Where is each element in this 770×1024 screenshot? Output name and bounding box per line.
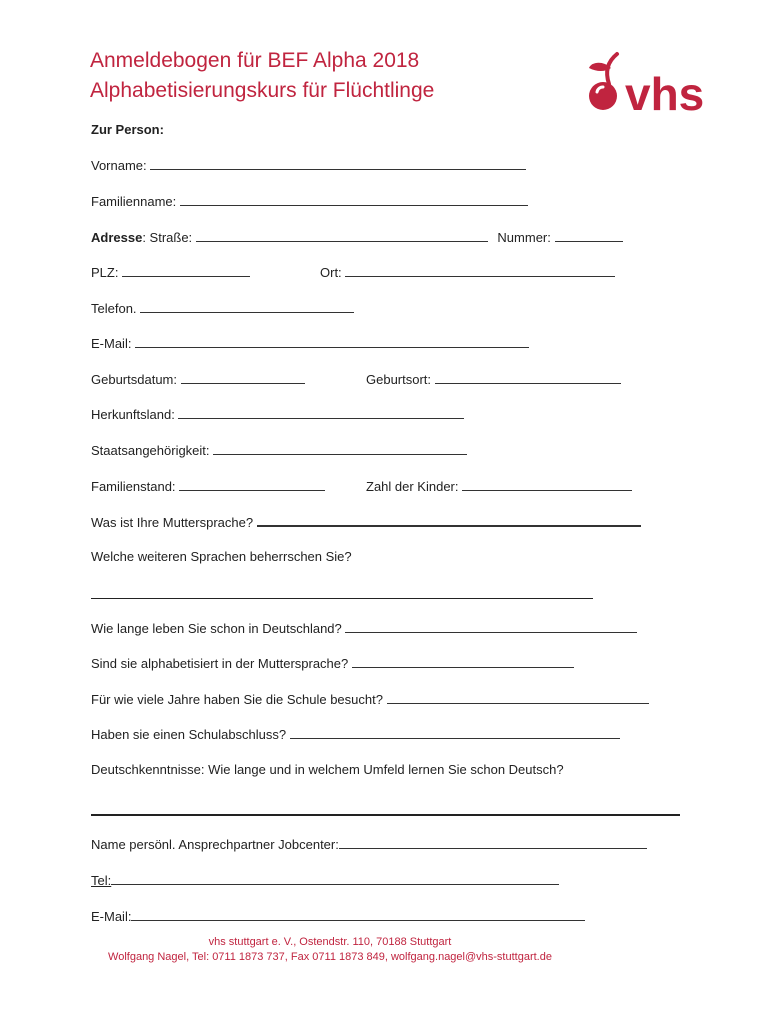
herkunftsland-label: Herkunftsland: [91,407,175,422]
email2-field[interactable] [131,908,585,921]
telefon-label: Telefon. [91,301,137,316]
familienname-label: Familienname: [91,194,177,209]
schulabschluss-label: Haben sie einen Schulabschluss? [91,727,287,742]
deutschland-row [91,620,637,636]
email-row [91,335,529,351]
schule-field[interactable] [387,691,649,704]
schule-row [91,691,649,707]
strasse-field[interactable] [196,229,488,242]
plz-field[interactable] [122,264,250,277]
jobcenter-field[interactable] [339,836,647,849]
plz-row [91,264,250,280]
tel-row [91,872,559,888]
kinder-row [366,478,632,494]
strasse-label: : Straße: [142,230,193,245]
schule-label: Für wie viele Jahre haben Sie die Schule besucht? [91,692,383,707]
deutschkenntnisse-field[interactable] [91,814,680,816]
familienstand-label: Familienstand: [91,479,176,494]
muttersprache-label: Was ist Ihre Muttersprache? [91,515,254,530]
email-field[interactable] [135,335,529,348]
geburtsort-row [366,371,621,387]
tel-label: Tel: [91,873,112,888]
geburtsort-field[interactable] [435,371,621,384]
herkunftsland-field[interactable] [178,406,464,419]
familienstand-field[interactable] [179,478,325,491]
cherry-icon [583,50,728,120]
muttersprache-field[interactable] [257,513,641,527]
kinder-label: Zahl der Kinder: [366,479,459,494]
footer-address: vhs stuttgart e. V., Ostendstr. 110, 70188 Stuttgart [208,936,452,948]
alphabetisiert-field[interactable] [352,655,574,668]
weitere-sprachen-field[interactable] [91,598,593,599]
vorname-label: Vorname: [91,158,147,173]
section-heading: Zur Person: [91,122,164,137]
geburtsdatum-field[interactable] [181,371,305,384]
muttersprache-row [91,513,641,530]
staatsangehoerigkeit-row [91,442,467,458]
ort-field[interactable] [345,264,615,277]
vorname-field[interactable] [150,157,526,170]
kinder-field[interactable] [462,478,632,491]
alphabetisiert-row [91,655,574,671]
logo-text: vhs [625,68,705,120]
email2-label: E-Mail: [91,909,132,924]
title-line-1: Anmeldebogen für BEF Alpha 2018 [90,49,420,72]
geburtsdatum-label: Geburtsdatum: [91,372,177,387]
title-line-2: Alphabetisierungskurs für Flüchtlinge [90,79,435,102]
vhs-logo [583,50,728,120]
telefon-field[interactable] [140,300,354,313]
jobcenter-label: Name persönl. Ansprechpartner Jobcenter: [91,837,339,852]
alphabetisiert-label: Sind sie alphabetisiert in der Muttersprache? [91,656,349,671]
jobcenter-row [91,836,647,852]
nummer-field[interactable] [555,229,623,242]
staatsangehoerigkeit-label: Staatsangehörigkeit: [91,443,210,458]
tel-field[interactable] [111,872,559,885]
email2-row [91,908,585,924]
footer-contact: Wolfgang Nagel, Tel: 0711 1873 737, Fax 0711 1873 849, wolfgang.nagel@vhs-stuttgart.de [108,951,552,963]
adresse-row [91,229,623,245]
familienstand-row [91,478,325,494]
familienname-row [91,193,528,209]
telefon-row [91,300,354,316]
staatsangehoerigkeit-field[interactable] [213,442,467,455]
geburtsdatum-row [91,371,305,387]
schulabschluss-row [91,726,620,742]
vorname-row [91,157,526,173]
ort-row [320,264,615,280]
plz-label: PLZ: [91,265,119,280]
email-label: E-Mail: [91,336,132,351]
adresse-label: Adresse [91,230,143,245]
schulabschluss-field[interactable] [290,726,620,739]
ort-label: Ort: [320,265,342,280]
deutschland-label: Wie lange leben Sie schon in Deutschland? [91,621,342,636]
nummer-label: Nummer: [497,230,551,245]
familienname-field[interactable] [180,193,528,206]
herkunftsland-row [91,406,464,422]
weitere-sprachen-label: Welche weiteren Sprachen beherrschen Sie? [91,549,352,564]
geburtsort-label: Geburtsort: [366,372,432,387]
deutschland-field[interactable] [345,620,637,633]
deutschkenntnisse-label: Deutschkenntnisse: Wie lange und in welchem Umfeld lernen Sie schon Deutsch? [91,762,564,777]
form-title [90,46,434,106]
